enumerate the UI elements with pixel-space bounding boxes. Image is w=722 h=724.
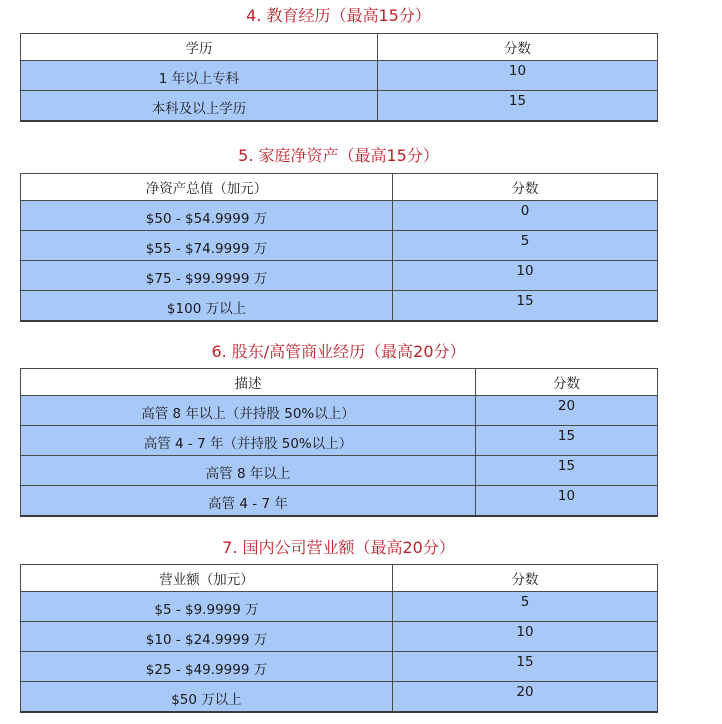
row-score: 20: [476, 396, 658, 426]
row-score: 20: [393, 682, 658, 713]
table-row: [21, 486, 658, 517]
row-desc: $100 万以上: [21, 291, 393, 322]
table-row: [21, 592, 658, 622]
row-score: 15: [476, 456, 658, 486]
table-row: [21, 426, 658, 456]
table-header-row: [21, 34, 658, 61]
column-header-score: 分数: [393, 565, 658, 592]
table-header-row: [21, 369, 658, 396]
row-score: 10: [378, 61, 658, 91]
row-desc: 高管 4 - 7 年（并持股 50%以上）: [21, 426, 476, 456]
row-score: 10: [393, 622, 658, 652]
row-score: 5: [393, 592, 658, 622]
score-table: [20, 564, 658, 713]
section-title: 7. 国内公司营业额（最高20分）: [222, 538, 455, 557]
column-header-score: 分数: [378, 34, 658, 61]
row-score: 15: [378, 91, 658, 122]
table-row: [21, 261, 658, 291]
row-desc: $50 - $54.9999 万: [21, 201, 393, 231]
section-title: 4. 教育经历（最高15分）: [246, 6, 431, 25]
row-desc: $5 - $9.9999 万: [21, 592, 393, 622]
row-score: 10: [476, 486, 658, 517]
table-row: [21, 682, 658, 713]
column-header-score: 分数: [393, 174, 658, 201]
section-title: 5. 家庭净资产（最高15分）: [238, 146, 439, 165]
row-score: 15: [393, 291, 658, 322]
row-desc: $25 - $49.9999 万: [21, 652, 393, 682]
column-header-desc: 营业额（加元）: [21, 565, 393, 592]
row-score: 15: [393, 652, 658, 682]
table-row: [21, 201, 658, 231]
table-row: [21, 61, 658, 91]
row-desc: 本科及以上学历: [21, 91, 378, 122]
row-desc: $75 - $99.9999 万: [21, 261, 393, 291]
column-header-score: 分数: [476, 369, 658, 396]
table-row: [21, 231, 658, 261]
table-row: [21, 291, 658, 322]
column-header-desc: 学历: [21, 34, 378, 61]
row-score: 15: [476, 426, 658, 456]
table-header-row: [21, 174, 658, 201]
table-row: [21, 652, 658, 682]
column-header-desc: 净资产总值（加元）: [21, 174, 393, 201]
score-table: [20, 173, 658, 322]
row-score: 0: [393, 201, 658, 231]
column-header-desc: 描述: [21, 369, 476, 396]
table-row: [21, 91, 658, 122]
row-desc: 1 年以上专科: [21, 61, 378, 91]
row-desc: 高管 4 - 7 年: [21, 486, 476, 517]
row-desc: 高管 8 年以上: [21, 456, 476, 486]
row-desc: $50 万以上: [21, 682, 393, 713]
row-desc: $55 - $74.9999 万: [21, 231, 393, 261]
table-row: [21, 456, 658, 486]
row-desc: 高管 8 年以上（并持股 50%以上）: [21, 396, 476, 426]
row-desc: $10 - $24.9999 万: [21, 622, 393, 652]
row-score: 5: [393, 231, 658, 261]
table-row: [21, 396, 658, 426]
score-table: [20, 368, 658, 517]
table-header-row: [21, 565, 658, 592]
score-table: [20, 33, 658, 122]
section-title: 6. 股东/高管商业经历（最高20分）: [211, 342, 466, 361]
row-score: 10: [393, 261, 658, 291]
table-row: [21, 622, 658, 652]
